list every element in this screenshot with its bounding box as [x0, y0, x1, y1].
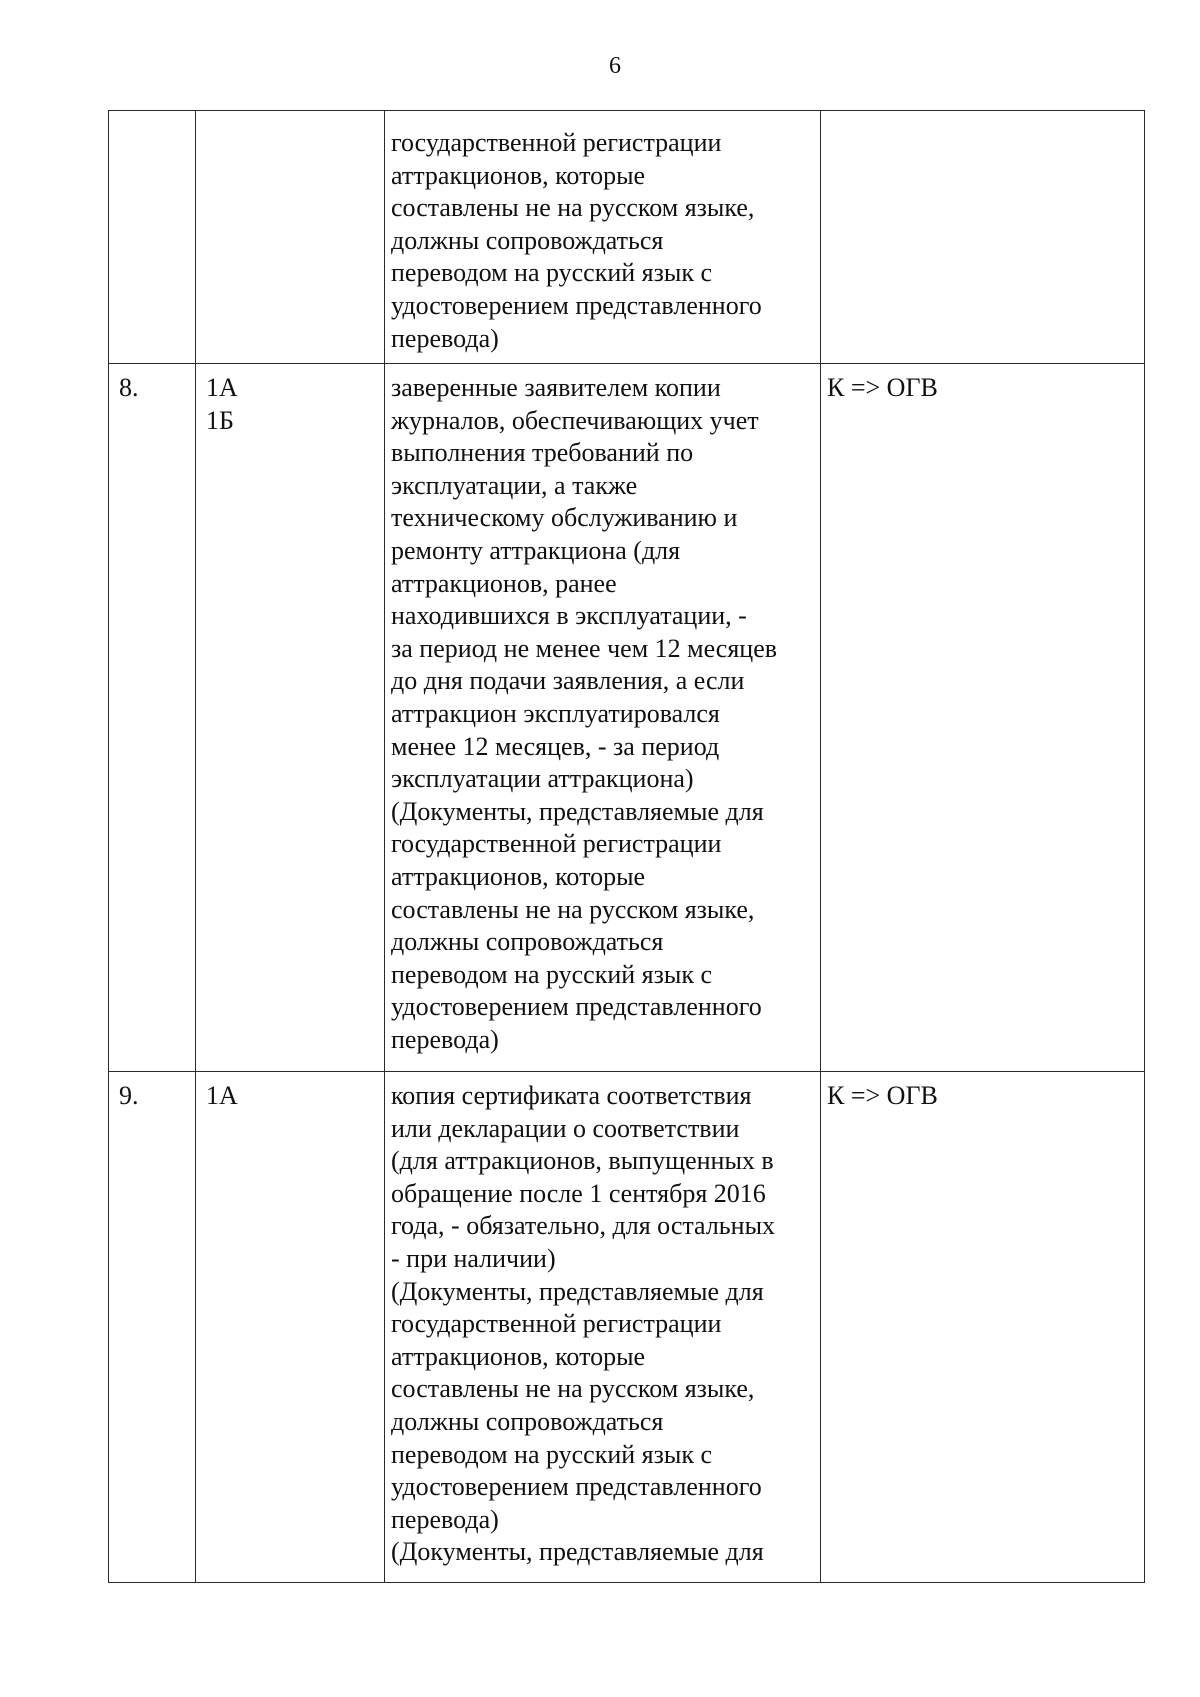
category-cell: [196, 111, 385, 364]
text-line: должны сопровождаться: [391, 927, 664, 957]
flow-cell: [821, 111, 1145, 364]
text-line: государственной регистрации: [391, 829, 722, 859]
text-line: составлены не на русском языке,: [391, 894, 755, 924]
document-text: [385, 111, 820, 355]
text-line: (Документы, представляемые для: [391, 1276, 764, 1306]
document-text: [385, 1072, 820, 1569]
category-lines: [196, 1072, 384, 1113]
text-line: аттракционов, которые: [391, 1341, 646, 1371]
text-line: составлены не на русском языке,: [391, 193, 755, 223]
text-line: находившихся в эксплуатации, -: [391, 601, 747, 631]
text-line: (Документы, представляемые для: [391, 796, 764, 826]
text-line: - при наличии): [391, 1243, 556, 1273]
text-line: года, - обязательно, для остальных: [391, 1211, 776, 1241]
category-lines: [196, 364, 384, 437]
document-text-cell: [385, 1072, 821, 1583]
table-row-8: [109, 364, 1145, 1072]
text-line: или декларации о соответствии: [391, 1113, 740, 1143]
flow-text: К => ОГВ: [827, 1081, 938, 1110]
text-line: должны сопровождаться: [391, 225, 664, 255]
text-line: составлены не на русском языке,: [391, 1374, 755, 1404]
category-cell: [196, 364, 385, 1072]
text-line: (Документы, представляемые для: [391, 1537, 764, 1567]
flow-cell: [821, 1072, 1145, 1583]
text-line: переводом на русский язык с: [391, 258, 713, 288]
text-line: удостоверением представленного: [391, 290, 762, 320]
text-line: перевода): [391, 1504, 499, 1534]
text-line: техническому обслуживанию и: [391, 503, 738, 533]
text-line: государственной регистрации: [391, 128, 722, 157]
table-row-continuation: [109, 111, 1145, 364]
flow-text: К => ОГВ: [827, 373, 938, 402]
text-line: за период не менее чем 12 месяцев: [391, 633, 778, 663]
text-line: аттракционов, которые: [391, 160, 646, 190]
category-lines: [196, 111, 384, 127]
table-row-9: [109, 1072, 1145, 1583]
text-line: удостоверением представленного: [391, 992, 762, 1022]
text-line: заверенные заявителем копии: [391, 373, 721, 402]
flow-text: [821, 111, 1144, 127]
text-line: перевода): [391, 323, 499, 353]
document-text-cell: [385, 364, 821, 1072]
text-line: 1Б: [206, 405, 234, 435]
text-line: обращение после 1 сентября 2016: [391, 1178, 766, 1208]
document-text-cell: [385, 111, 821, 364]
row-number-cell: [109, 364, 196, 1072]
text-line: аттракционов, ранее: [391, 568, 617, 598]
text-line: выполнения требований по: [391, 438, 694, 468]
page-number: 6: [609, 53, 621, 79]
text-line: 1А: [206, 373, 238, 402]
text-line: менее 12 месяцев, - за период: [391, 731, 720, 761]
text-line: ремонту аттракциона (для: [391, 535, 681, 565]
text-line: эксплуатации аттракциона): [391, 764, 694, 794]
category-cell: [196, 1072, 385, 1583]
text-line: копия сертификата соответствия: [391, 1081, 752, 1110]
text-line: аттракционов, которые: [391, 861, 646, 891]
requirements-table: [108, 110, 1145, 1583]
row-number-cell: [109, 111, 196, 364]
document-text: [385, 364, 820, 1056]
row-number: [109, 111, 195, 127]
text-line: переводом на русский язык с: [391, 1439, 713, 1469]
row-number: 9.: [119, 1081, 139, 1110]
text-line: (для аттракционов, выпущенных в: [391, 1146, 774, 1176]
text-line: эксплуатации, а также: [391, 470, 638, 500]
text-line: журналов, обеспечивающих учет: [391, 405, 759, 435]
text-line: 1А: [206, 1081, 238, 1110]
text-line: перевода): [391, 1024, 499, 1054]
row-number: 8.: [119, 373, 139, 402]
text-line: государственной регистрации: [391, 1309, 722, 1339]
text-line: удостоверением представленного: [391, 1472, 762, 1502]
text-line: аттракцион эксплуатировался: [391, 698, 720, 728]
row-number-cell: [109, 1072, 196, 1583]
text-line: до дня подачи заявления, а если: [391, 666, 745, 696]
flow-cell: [821, 364, 1145, 1072]
text-line: переводом на русский язык с: [391, 959, 713, 989]
text-line: должны сопровождаться: [391, 1406, 664, 1436]
